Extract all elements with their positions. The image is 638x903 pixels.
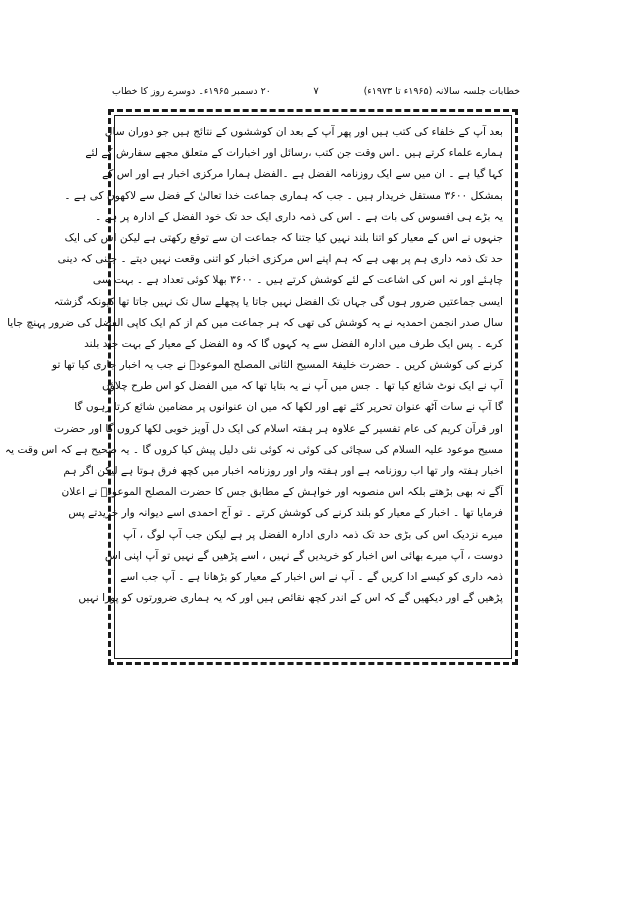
text-line: گا آپ نے سات آٹھ عنوان تحریر کئے تھے اور لکھا کہ میں ان عنوانوں پر مضامین شائع کرتا رہوں گا bbox=[74, 401, 503, 414]
text-line: کرنے کی کوشش کریں ۔ حضرت خلیفۃ المسیح الثانی المصلح الموعودؓ نے جب یہ اخبار جاری کیا تھا تو bbox=[52, 359, 503, 372]
text-line: میرے نزدیک اس کی بڑی حد تک ذمہ داری ادارہ الفضل پر ہے لیکن جب آپ لوگ ، آپ bbox=[123, 528, 503, 541]
text-line: دوست ، آپ میرے بھائی اس اخبار کو خریدیں گے نہیں ، اسے پڑھیں گے نہیں تو آپ اپنی اس bbox=[104, 549, 503, 562]
text-line: اور قرآن کریم کی عام تفسیر کے علاوہ ہر ہفتہ اسلام کی ایک دل آویز خوبی لکھا کروں گا اور حضرت bbox=[53, 422, 503, 435]
text-line: بمشکل ۳۶۰۰ مستقل خریدار ہیں ۔ جب کہ ہماری جماعت خدا تعالیٰ کے فضل سے لاکھوں کی ہے ۔ bbox=[64, 189, 503, 202]
speech-title: ۲۰ دسمبر ۱۹۶۵ء۔ دوسرے روز کا خطاب bbox=[112, 86, 271, 97]
text-line: مسیح موعود علیہ السلام کی سچائی کی کوئی نہ کوئی نئی دلیل پیش کیا کروں گا ۔ یہ صحیح ہے کہ اس وقت یہ bbox=[4, 443, 503, 456]
book-title: خطابات جلسہ سالانہ (۱۹۶۵ء تا ۱۹۷۳ء) bbox=[363, 86, 520, 97]
text-line: ہمارے علماء کرتے ہیں ۔اس وقت جن کتب ،رسائل اور اخبارات کے متعلق مجھے سفارش کے لئے bbox=[85, 147, 503, 160]
page-number: ۷ bbox=[313, 86, 319, 97]
body-text bbox=[4, 122, 503, 609]
text-line: ذمہ داری کو کیسے ادا کریں گے ۔ آپ نے اس اخبار کے معیار کو بڑھانا ہے ۔ آپ جب اسے bbox=[120, 570, 503, 583]
text-line: اخبار ہفتہ وار تھا اب روزنامہ ہے اور ہفتہ وار اور روزنامہ اخبار میں کچھ فرق ہوتا ہے لیکن اگر ہم bbox=[63, 465, 503, 477]
text-line: جنہوں نے اس کے معیار کو اتنا بلند نہیں کیا جتنا کہ جماعت ان سے توقع رکھتی ہے لیکن اس کی ایک bbox=[64, 231, 503, 244]
text-line: کہا گیا ہے ۔ ان میں سے ایک روزنامہ الفضل ہے ۔الفضل ہمارا مرکزی اخبار ہے اور اس کے bbox=[102, 168, 503, 181]
text-line: سال صدر انجمن احمدیہ نے یہ کوشش کی تھی کہ ہر جماعت میں کم از کم ایک کاپی الفضل کی ضرور پہنچ جایا bbox=[7, 316, 503, 329]
text-line: یہ بڑے ہی افسوس کی بات ہے ۔ اس کی ذمہ داری ایک حد تک خود الفضل کے ادارہ پر ہے ۔ bbox=[95, 210, 503, 223]
page-header bbox=[112, 86, 520, 104]
text-line: آگے نہ بھی بڑھتے بلکہ اس منصوبہ اور خواہش کے مطابق جس کا حضرت المصلح الموعودؓ نے اعلان bbox=[61, 486, 503, 499]
text-line: آپ نے ایک نوٹ شائع کیا تھا ۔ جس میں آپ نے یہ بتایا تھا کہ میں الفضل کو اس طرح چلاؤں bbox=[101, 380, 503, 393]
text-frame bbox=[4, 109, 518, 665]
text-line: حد تک ذمہ داری ہم پر بھی ہے کہ ہم اپنے اس مرکزی اخبار کو اتنی وقعت نہیں دیتے ۔ جتنی کہ دینی bbox=[57, 253, 503, 266]
text-line: چاہئے اور نہ اس کی اشاعت کے لئے کوشش کرتے ہیں ۔ ۳۶۰۰ بھلا کوئی تعداد ہے ۔ بہت سی bbox=[92, 274, 503, 287]
text-line: بعد آپ کے خلفاء کی کتب ہیں اور پھر آپ کے بعد ان کوششوں کے نتائج ہیں جو دوران سال bbox=[104, 126, 503, 138]
text-line: کرے ۔ پس ایک طرف میں ادارہ الفضل سے یہ کہوں گا کہ وہ الفضل کے معیار کے بہت جلد بلند bbox=[84, 337, 503, 350]
text-line: فرمایا تھا ۔ اخبار کے معیار کو بلند کرنے کی کوشش کرتے ۔ تو آج احمدی اسے دیوانہ وار خریدتے پس bbox=[68, 507, 503, 520]
text-line: ایسی جماعتیں ضرور ہوں گی جہاں تک الفضل نہیں جاتا یا پچھلے سال تک نہیں جاتا تھا کیونکہ گزشتہ bbox=[53, 295, 503, 308]
text-line: پڑھیں گے اور دیکھیں گے کہ اس کے اندر کچھ نقائص ہیں اور کہ یہ ہماری ضرورتوں کو پورا نہیں bbox=[78, 592, 503, 605]
